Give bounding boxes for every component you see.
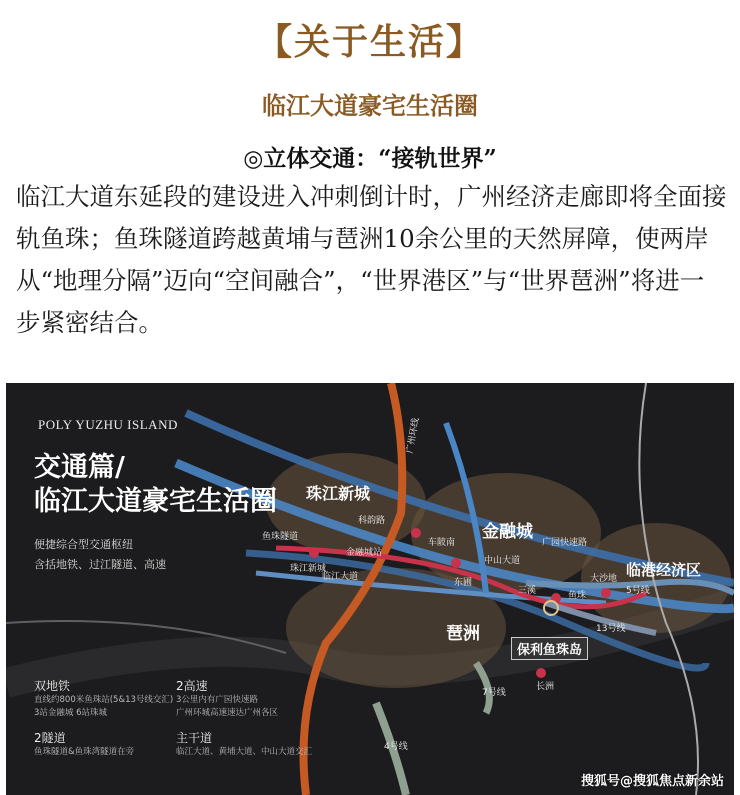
map-title-line1: 交通篇/ — [34, 452, 125, 483]
body-paragraph: 临江大道东延段的建设进入冲刺倒计时，广州经济走廊即将全面接轨鱼珠；鱼珠隧道跨越黄埔与琶洲10余公里的天然屏障，使两岸从“地理分隔”迈向“空间融合”，“世界港区”与“世界琶洲”将进一步紧密结合。 — [16, 182, 727, 337]
station-label: 科韵路 — [358, 516, 386, 526]
map-subtitle — [34, 535, 166, 575]
transport-map — [6, 383, 734, 795]
map-sub-line2: 含括地铁、过江隧道、高速 — [34, 558, 166, 571]
road-label: 中山大道 — [484, 556, 521, 566]
text-section — [0, 0, 740, 370]
station-label: 金融城站 — [346, 548, 383, 558]
section-heading: ◎立体交通：“接轨世界” — [243, 145, 497, 172]
area-lingang-label: 临港经济区 — [626, 561, 702, 579]
station-label: 东圃 — [454, 578, 473, 588]
road-label: 鱼珠隧道 — [262, 532, 299, 542]
legend-title: 2高速 — [176, 679, 208, 693]
legend-desc: 广州环城高速速达广州各区 — [176, 708, 279, 718]
legend-desc: 临江大道、黄埔大道、中山大道交汇 — [176, 747, 313, 757]
road-label: 7号线 — [482, 688, 506, 698]
legend-tunnel — [34, 729, 134, 759]
station-label: 车陂南 — [428, 538, 456, 548]
area-zhujiang-label: 珠江新城 — [306, 484, 371, 503]
station-label: 三溪 — [518, 586, 537, 596]
legend-metro — [34, 677, 173, 720]
legend-desc: 3站金融城 6站珠城 — [34, 708, 108, 718]
page-subtitle: 临江大道豪宅生活圈 — [262, 91, 478, 120]
legend-roads — [176, 729, 312, 759]
watermark: 搜狐号@搜狐焦点新余站 — [580, 774, 724, 789]
road-label: 临江大道 — [322, 572, 359, 582]
station-label: 珠江新城 — [290, 564, 327, 574]
project-label: 保利鱼珠岛 — [511, 637, 588, 660]
legend-desc: 直线约800米鱼珠站(5&13号线交汇) — [34, 695, 174, 705]
road-label: 13号线 — [596, 624, 626, 634]
station-label: 鱼珠 — [568, 591, 587, 601]
legend-title: 双地铁 — [34, 679, 71, 693]
area-pazhou-label: 琶洲 — [446, 624, 480, 644]
map-title — [34, 451, 277, 519]
map-sub-line1: 便捷综合型交通枢纽 — [34, 538, 133, 551]
road-label: 5号线 — [626, 586, 650, 596]
map-brand: POLY YUZHU ISLAND — [38, 417, 178, 432]
page-title: 【关于生活】 — [255, 21, 484, 63]
station-label: 长洲 — [536, 682, 555, 692]
map-title-line2: 临江大道豪宅生活圈 — [34, 486, 277, 517]
area-jinrong-label: 金融城 — [482, 522, 533, 542]
legend-title: 2隧道 — [34, 731, 66, 745]
road-label: 广州环线 — [405, 417, 422, 455]
station-label: 大沙地 — [590, 574, 618, 584]
legend-desc: 鱼珠隧道&鱼珠湾隧道在旁 — [34, 747, 135, 757]
road-label: 广园快速路 — [542, 538, 588, 548]
legend-title: 主干道 — [176, 731, 213, 745]
road-label: 4号线 — [384, 742, 408, 752]
legend-highway — [176, 677, 278, 720]
legend-desc: 3公里内有广园快速路 — [176, 695, 258, 705]
